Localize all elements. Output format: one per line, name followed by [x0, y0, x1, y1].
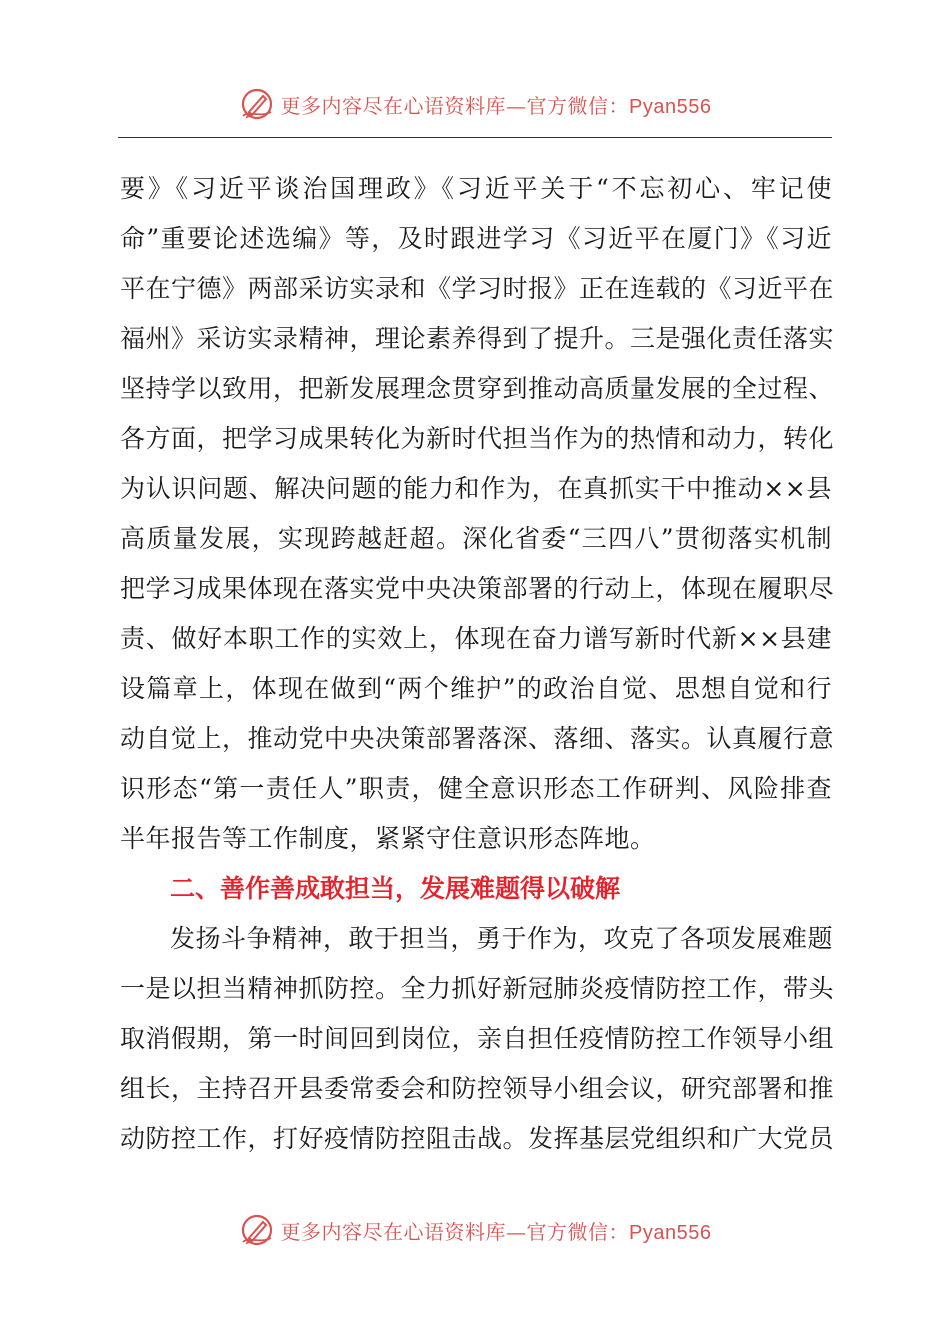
document-body: [120, 164, 835, 1164]
text-line: 高质量发展，实现跨越赶超。深化省委“三四八”贯彻落实机制: [120, 524, 832, 553]
text-line: 责、做好本职工作的实效上，体现在奋力谱写新时代新××县建: [120, 624, 832, 653]
text-line: 把学习成果体现在落实党中央决策部署的行动上，体现在履职尽: [120, 574, 835, 603]
footer-banner-text: [281, 1216, 712, 1245]
footer-banner-prefix: 更多内容尽在心语资料库—官方微信：: [280, 1219, 630, 1244]
text-line: 取消假期，第一时间回到岗位，亲自担任疫情防控工作领导小组: [120, 1024, 835, 1053]
footer-banner-wechat: Pyan556: [629, 1221, 712, 1244]
footer-banner: [0, 1210, 950, 1250]
text-line: 一是以担当精神抓防控。全力抓好新冠肺炎疫情防控工作，带头: [120, 974, 835, 1003]
text-line: 为认识问题、解决问题的能力和作为，在真抓实干中推动××县: [120, 474, 832, 503]
text-line: 命”重要论述选编》等，及时跟进学习《习近平在厦门》《习近: [120, 224, 832, 253]
text-line: 识形态“第一责任人”职责，健全意识形态工作研判、风险排查: [120, 774, 832, 803]
text-line: 各方面，把学习成果转化为新时代担当作为的热情和动力，转化: [120, 424, 835, 453]
text-line: 要》《习近平谈治国理政》《习近平关于“不忘初心、牢记使: [120, 174, 832, 203]
text-line: 组长，主持召开县委常委会和防控领导小组会议，研究部署和推: [120, 1074, 835, 1103]
text-line: 平在宁德》两部采访实录和《学习时报》正在连载的《习近平在: [120, 274, 835, 303]
text-line: 坚持学以致用，把新发展理念贯穿到推动高质量发展的全过程、: [120, 374, 835, 403]
header-banner: [0, 84, 950, 124]
header-banner-text: [281, 90, 712, 119]
paragraph-2: [120, 914, 835, 1164]
text-line: 发扬斗争精神，敢于担当，勇于作为，攻克了各项发展难题: [170, 924, 834, 953]
text-line: 福州》采访实录精神，理论素养得到了提升。三是强化责任落实: [120, 324, 835, 353]
text-line: 设篇章上，体现在做到“两个维护”的政治自觉、思想自觉和行: [120, 674, 832, 703]
text-line: 动防控工作，打好疫情防控阻击战。发挥基层党组织和广大党员: [120, 1124, 835, 1153]
text-line: 动自觉上，推动党中央决策部署落深、落细、落实。认真履行意: [120, 724, 835, 753]
header-banner-prefix: 更多内容尽在心语资料库—官方微信：: [280, 93, 630, 118]
header-banner-wechat: Pyan556: [629, 95, 712, 118]
paragraph-1: [120, 164, 835, 864]
pen-logo-icon: [239, 86, 275, 122]
header-divider: [118, 137, 832, 138]
pen-logo-icon: [239, 1212, 275, 1248]
text-line: 半年报告等工作制度，紧紧守住意识形态阵地。: [120, 824, 656, 853]
section-heading: 二、善作善成敢担当，发展难题得以破解: [170, 874, 621, 903]
